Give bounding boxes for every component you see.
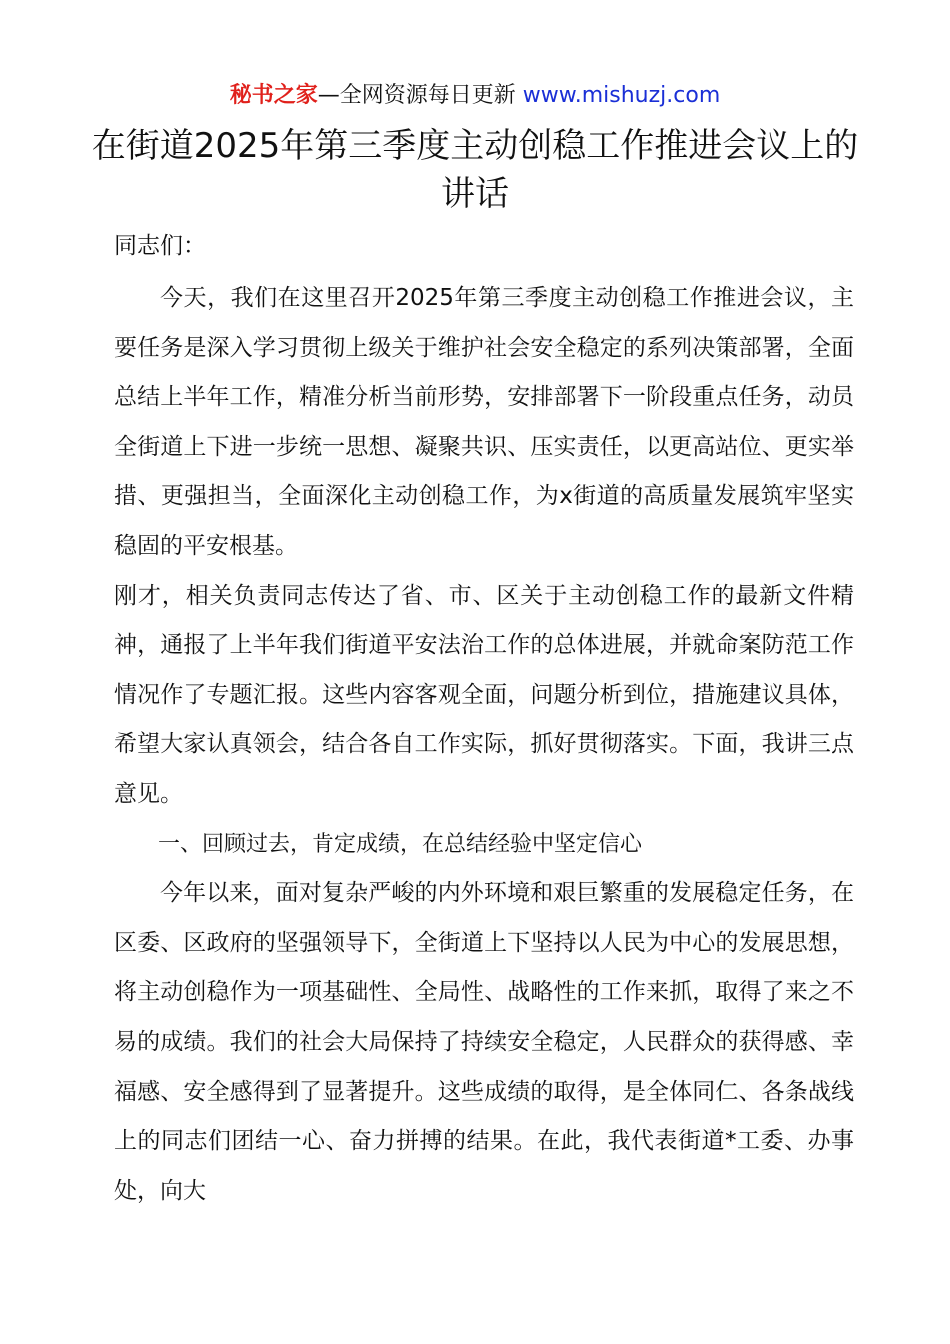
site-header — [0, 80, 950, 112]
site-brand: 秘书之家 — [229, 83, 318, 108]
paragraph-opening: 今天，我们在这里召开2025年第三季度主动创稳工作推进会议，主要任务是深入学习贯彻上级关于维护社会安全稳定的系列决策部署，全面总结上半年工作，精准分析当前形势，安排部署下一阶段重点任务，动员全街道上下进一步统一思想、凝聚共识、压实责任，以更高站位、更实举措、更强担当，全面深化主动创稳工作，为x街道的高质量发展筑牢坚实稳固的平安根基。 — [114, 285, 854, 559]
paragraph-review: 今年以来，面对复杂严峻的内外环境和艰巨繁重的发展稳定任务，在区委、区政府的坚强领导下，全街道上下坚持以人民为中心的发展思想，将主动创稳作为一项基础性、全局性、战略性的工作来抓，取得了来之不易的成绩。我们的社会大局保持了持续安全稳定，人民群众的获得感、幸福感、安全感得到了显著提升。这些成绩的取得，是全体同仁、各条战线上的同志们团结一心、奋力拼搏的结果。在此，我代表街道*工委、办事处，向大 — [114, 880, 854, 1204]
salutation: 同志们： — [114, 233, 206, 259]
site-url-link[interactable]: www.mishuzj.com — [522, 83, 721, 108]
section-heading-1: 一、回顾过去，肯定成绩，在总结经验中坚定信心 — [158, 831, 643, 857]
document-title: 在街道2025年第三季度主动创稳工作推进会议上的讲话 — [91, 126, 859, 214]
paragraph-summary: 刚才，相关负责同志传达了省、市、区关于主动创稳工作的最新文件精神，通报了上半年我们街道平安法治工作的总体进展，并就命案防范工作情况作了专题汇报。这些内容客观全面，问题分析到位，措施建议具体，希望大家认真领会，结合各自工作实际，抓好贯彻落实。下面，我讲三点意见。 — [114, 582, 854, 807]
site-tagline: —全网资源每日更新 — [317, 83, 523, 108]
document-body — [114, 274, 854, 1216]
